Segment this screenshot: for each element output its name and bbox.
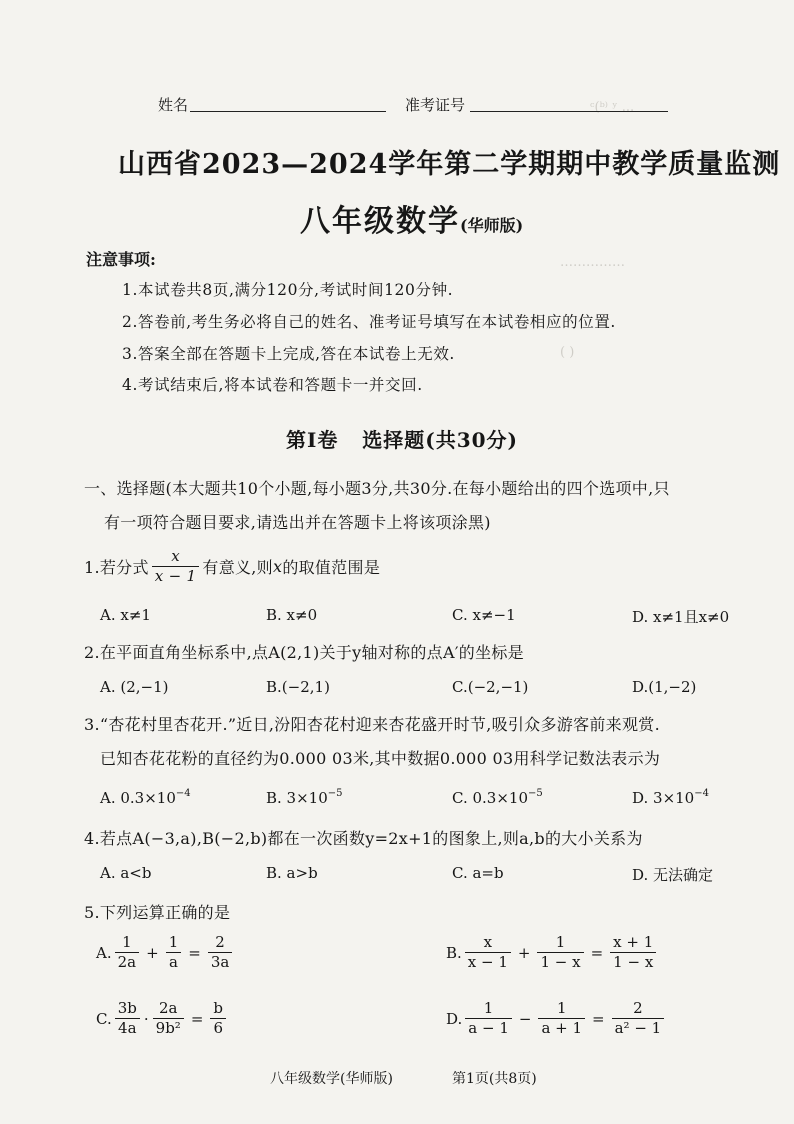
q5-d-r-den: a² − 1 [612,1018,665,1037]
footer-subject: 八年级数学(华师版) [270,1071,393,1087]
q5-a-f2-den: a [166,952,181,971]
q5-c-f1-den: 4a [115,1018,140,1037]
q2-option-d: D.(1,−2) [632,678,697,696]
section-title: 第Ⅰ卷 选择题(共30分) [286,428,519,452]
q1-option-c: C. x≠−1 [452,606,516,624]
subtitle-edition: (华师版) [460,216,524,235]
q3-option-a [100,788,191,807]
q3-option-c-base: C. 0.3×10 [452,789,528,807]
part-instructions-line2: 有一项符合题目要求,请选出并在答题卡上将该项涂黑) [104,513,491,532]
q5-a-result [208,934,233,972]
q4-option-b: B. a>b [266,864,318,882]
footer-page-number: 第1页(共8页) [452,1071,537,1087]
q5-c-r-den: 6 [210,1018,226,1037]
q5-a-frac1 [115,934,140,972]
q5-b-f1-num: x [483,933,493,951]
q3-option-d [632,788,709,807]
q1-var: x [272,557,283,577]
q5-d-label: D. [446,1009,463,1028]
q5-d-eq: = [592,1009,605,1028]
q5-a-f1-num: 1 [122,933,132,951]
q5-b-frac2 [537,934,583,972]
q2-option-a: A. (2,−1) [100,678,169,696]
q5-d-frac1 [465,1000,512,1038]
q3-option-a-base: A. 0.3×10 [100,789,176,807]
page-subtitle [300,196,523,240]
question-2: 2.在平面直角坐标系中,点A(2,1)关于y轴对称的点A′的坐标是 [84,643,524,662]
subtitle-main: 八年级数学 [300,204,460,239]
q5-a-eq: = [188,943,201,962]
q5-b-frac1 [465,934,511,972]
q5-a-frac2 [166,934,182,972]
q3-option-a-exp: −4 [175,788,191,799]
q5-d-r-num: 2 [633,999,643,1017]
q5-c-f1-num: 3b [117,999,137,1017]
q1-option-d: D. x≠1且x≠0 [632,608,730,626]
question-1 [84,548,380,586]
name-label: 姓名 [158,96,189,114]
q5-b-f2-den: 1 − x [537,952,583,971]
notice-item: 4.考试结束后,将本试卷和答题卡一并交回. [122,376,423,394]
q5-b-f2-num: 1 [555,933,566,951]
q4-option-d: D. 无法确定 [632,866,714,884]
q1-frac-den: x − 1 [154,567,197,586]
q5-a-f2-num: 1 [168,933,179,951]
q4-option-a: A. a<b [100,864,152,882]
q3-option-b-base: B. 3×10 [266,789,328,807]
q5-c-op: · [143,1009,149,1028]
q5-option-c [96,1000,229,1038]
q5-b-r-num: x + 1 [613,933,654,951]
q5-b-op: + [517,943,531,962]
q5-c-f2-den: 9b² [153,1018,184,1037]
q4-option-c: C. a=b [452,864,504,882]
q2-option-b: B.(−2,1) [266,678,330,696]
q5-d-result [612,1000,665,1038]
question-5: 5.下列运算正确的是 [84,903,231,922]
q5-b-f1-den: x − 1 [465,952,511,971]
q5-d-f2-num: 1 [556,999,567,1017]
question-3-line2: 已知杏花花粉的直径约为0.000 03米,其中数据0.000 03用科学记数法表示为 [100,749,661,768]
q5-d-frac2 [538,1000,585,1038]
q5-a-f1-den: 2a [115,952,140,971]
q5-b-r-den: 1 − x [610,952,656,971]
exam-id-label: 准考证号 [405,96,466,114]
part-instructions-line1: 一、选择题(本大题共10个小题,每小题3分,共30分.在每小题给出的四个选项中,只 [84,479,670,498]
q3-option-b [266,788,343,807]
q5-option-a [96,934,235,972]
bleed-through: …………… [560,255,625,270]
q3-option-d-exp: −4 [694,788,709,799]
q5-c-result [210,1000,226,1038]
name-field[interactable] [190,111,386,112]
q5-d-f2-den: a + 1 [538,1018,585,1037]
bleed-through: ( ) [560,345,575,360]
q2-option-c: C.(−2,−1) [452,678,529,696]
q5-c-r-num: b [213,999,224,1017]
q5-d-f1-den: a − 1 [465,1018,512,1037]
q5-d-op: − [518,1009,532,1028]
q1-suffix-b: 的取值范围是 [282,558,381,578]
notice-item: 2.答卷前,考生务必将自己的姓名、准考证号填写在本试卷相应的位置. [122,313,616,331]
q5-c-frac1 [115,1000,140,1038]
bleed-through: ᶜ(ᵇ⁾ ʸ ... [590,100,635,115]
notice-heading: 注意事项: [86,250,156,269]
question-4: 4.若点A(−3,a),B(−2,b)都在一次函数y=2x+1的图象上,则a,b的大小关系为 [84,829,643,848]
q5-a-r-den: 3a [208,952,233,971]
page-title: 山西省2023—2024学年第二学期期中教学质量监测 [118,149,781,180]
q1-frac-num: x [171,547,180,565]
q5-a-op: + [146,943,159,962]
question-3-line1: 3.“杏花村里杏花开.”近日,汾阳杏花村迎来杏花盛开时节,吸引众多游客前来观赏. [84,715,660,734]
q1-option-b: B. x≠0 [266,606,318,624]
q3-option-b-exp: −5 [327,788,343,799]
q5-c-label: C. [96,1009,112,1028]
q1-option-a: A. x≠1 [100,606,151,624]
q5-c-frac2 [153,1000,184,1038]
q5-c-eq: = [190,1009,204,1028]
q5-b-label: B. [446,943,462,962]
q3-option-c-exp: −5 [528,788,543,799]
q3-option-d-base: D. 3×10 [632,789,695,807]
q3-option-c [452,788,543,807]
exam-id-field[interactable] [470,111,668,112]
q5-d-f1-num: 1 [483,999,494,1017]
q1-prefix: 1.若分式 [84,558,149,578]
q1-suffix-a: 有意义,则 [202,558,273,578]
q5-a-label: A. [96,943,112,962]
q5-option-d [446,1000,667,1038]
q1-fraction [152,548,200,586]
q5-a-r-num: 2 [215,933,225,951]
q5-b-result [610,934,656,972]
notice-item: 3.答案全部在答题卡上完成,答在本试卷上无效. [122,345,455,363]
q5-option-b [446,934,659,972]
q5-b-eq: = [590,943,604,962]
q5-c-f2-num: 2a [158,999,178,1017]
notice-item: 1.本试卷共8页,满分120分,考试时间120分钟. [122,281,454,299]
